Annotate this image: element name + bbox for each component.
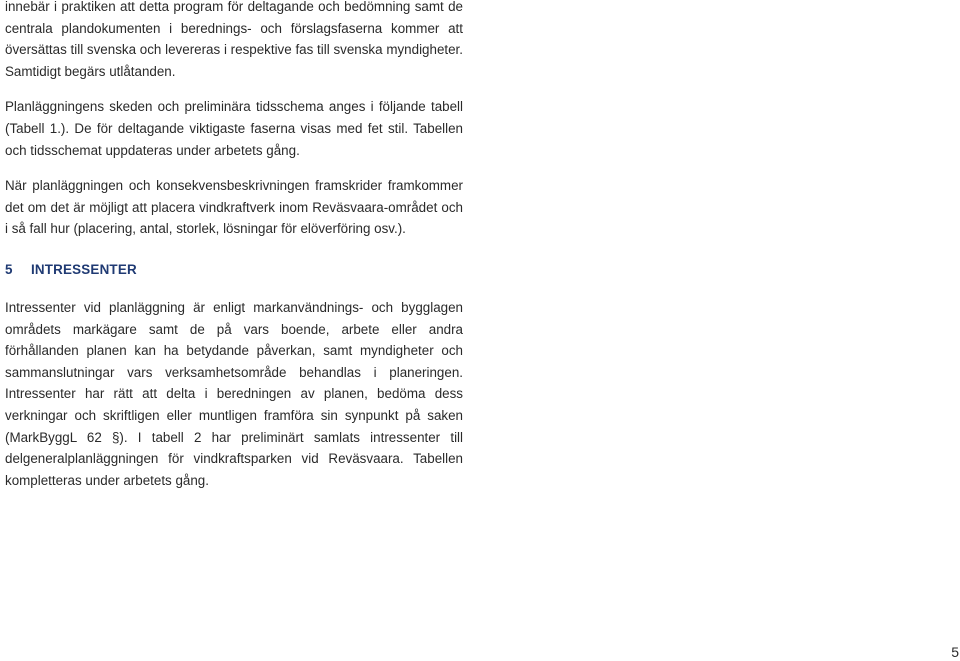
document-page: [5, 0, 463, 491]
section-number: 5: [5, 261, 13, 277]
paragraph-wind-turbine-placement: När planläggningen och konsekvensbeskrivningen framskrider framkommer det om det är möjligt att placera vindkraftverk inom Reväsvaara-området och i så fall hur (placering, antal, storlek, lösningar för elöverföring osv.).: [5, 178, 463, 237]
paragraph-participation-program: innebär i praktiken att detta program för deltagande och bedömning samt de centrala plandokumenten i berednings- och förslagsfaserna kommer att översättas till svenska och levereras i respektive fas till svenska myndigheter. Samtidigt begärs utlåtanden.: [5, 0, 463, 79]
page-number: 5: [951, 644, 959, 660]
paragraph-planning-phases: Planläggningens skeden och preliminära tidsschema anges i följande tabell (Tabell 1.). De för deltagande viktigaste faserna visas med fet stil. Tabellen och tidsschemat uppdateras under arbetets gång.: [5, 99, 463, 158]
paragraph-stakeholders: Intressenter vid planläggning är enligt markanvändnings- och bygglagen områdets markägare samt de på vars boende, arbete eller andra förhållanden planen kan ha betydande påverkan, samt myndigheter och sammanslutningar vars verksamhetsområde behandlas i planeringen. Intressenter har rätt att delta i beredningen av planen, bedöma dess verkningar och skriftligen eller muntligen framföra sin synpunkt på saken (MarkByggL 62 §). I tabell 2 har preliminärt samlats intressenter till delgeneralplanläggningen för vindkraftsparken vid Reväsvaara. Tabellen kompletteras under arbetets gång.: [5, 299, 463, 488]
section-title: INTRESSENTER: [31, 261, 137, 277]
section-heading-stakeholders: [5, 259, 463, 281]
